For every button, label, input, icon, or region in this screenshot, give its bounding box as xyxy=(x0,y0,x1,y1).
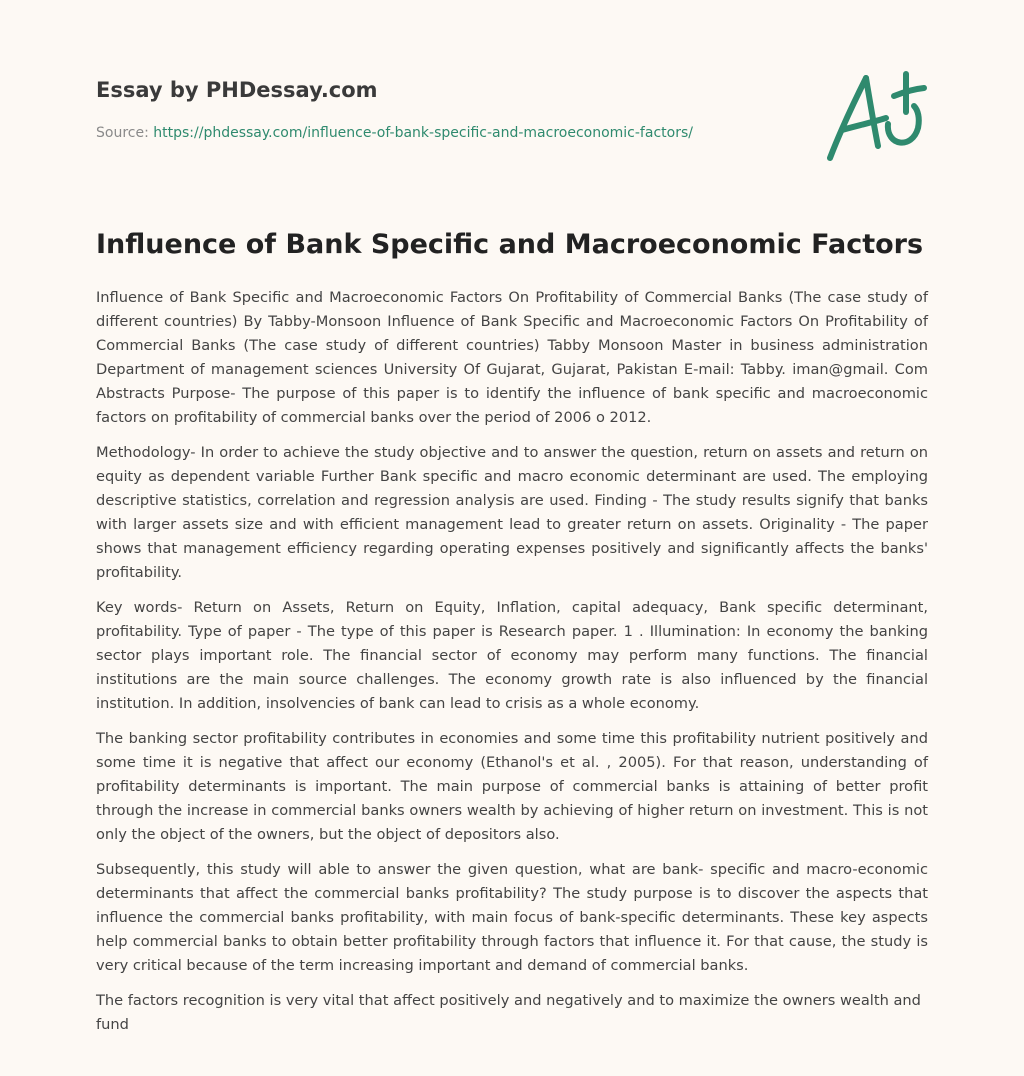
paragraph: Subsequently, this study will able to answer the given question, what are bank- specific and macro-economic determinants that affect the commercial banks profitability? The study purpose is to discover the aspects that influence the commercial banks profitability, with main focus of bank-specific determinants. These key aspects help commercial banks to obtain better profitability through factors that influence it. For that cause, the study is very critical because of the term increasing important and demand of commercial banks. xyxy=(96,861,928,974)
source-line xyxy=(96,123,796,143)
source-label: Source: xyxy=(96,125,154,141)
paragraph: Methodology- In order to achieve the study objective and to answer the question, return on assets and return on equity as dependent variable Further Bank specific and macro economic determinant are used. The employing descriptive statistics, correlation and regression analysis are used. Finding - The study results signify that banks with larger assets size and with efficient management lead to greater return on assets. Originality - The paper shows that management efficiency regarding operating expenses positively and significantly affects the banks' profitability. xyxy=(96,444,928,581)
paragraph: Key words- Return on Assets, Return on Equity, Inflation, capital adequacy, Bank specific determinant, profitability. Type of paper - The type of this paper is Research paper. 1 . Illumination: In economy the banking sector plays important role. The financial sector of economy may perform many functions. The financial institutions are the main source challenges. The economy growth rate is also influenced by the financial institution. In addition, insolvencies of bank can lead to crisis as a whole economy. xyxy=(96,599,928,712)
paragraph: Influence of Bank Specific and Macroeconomic Factors On Profitability of Commercial Banks (The case study of different countries) By Tabby-Monsoon Influence of Bank Specific and Macroeconomic Factors On Profitability of Commercial Banks (The case study of different countries) Tabby Monsoon Master in business administration Department of management sciences University Of Gujarat, Gujarat, Pakistan E-mail: Tabby. iman@gmail. Com Abstracts Purpose- The purpose of this paper is to identify the influence of bank specific and macroeconomic factors on profitability of commercial banks over the period of 2006 o 2012. xyxy=(96,289,928,426)
essay-header xyxy=(96,76,796,143)
a-plus-grade-icon xyxy=(822,66,932,166)
paragraph: The banking sector profitability contributes in economies and some time this profitability nutrient positively and some time it is negative that affect our economy (Ethanol's et al. , 2005). For that reason, understanding of profitability determinants is important. The main purpose of commercial banks is attaining of better profit through the increase in commercial banks owners wealth by achieving of higher return on investment. This is not only the object of the owners, but the object of depositors also. xyxy=(96,730,928,843)
essay-title: Influence of Bank Specific and Macroeconomic Factors xyxy=(96,229,924,260)
site-brand: Essay by PHDessay.com xyxy=(96,78,378,102)
essay-body xyxy=(96,286,928,1048)
paragraph: The factors recognition is very vital that affect positively and negatively and to maximize the owners wealth and fund xyxy=(96,992,921,1033)
source-link[interactable]: https://phdessay.com/influence-of-bank-specific-and-macroeconomic-factors/ xyxy=(153,125,693,141)
